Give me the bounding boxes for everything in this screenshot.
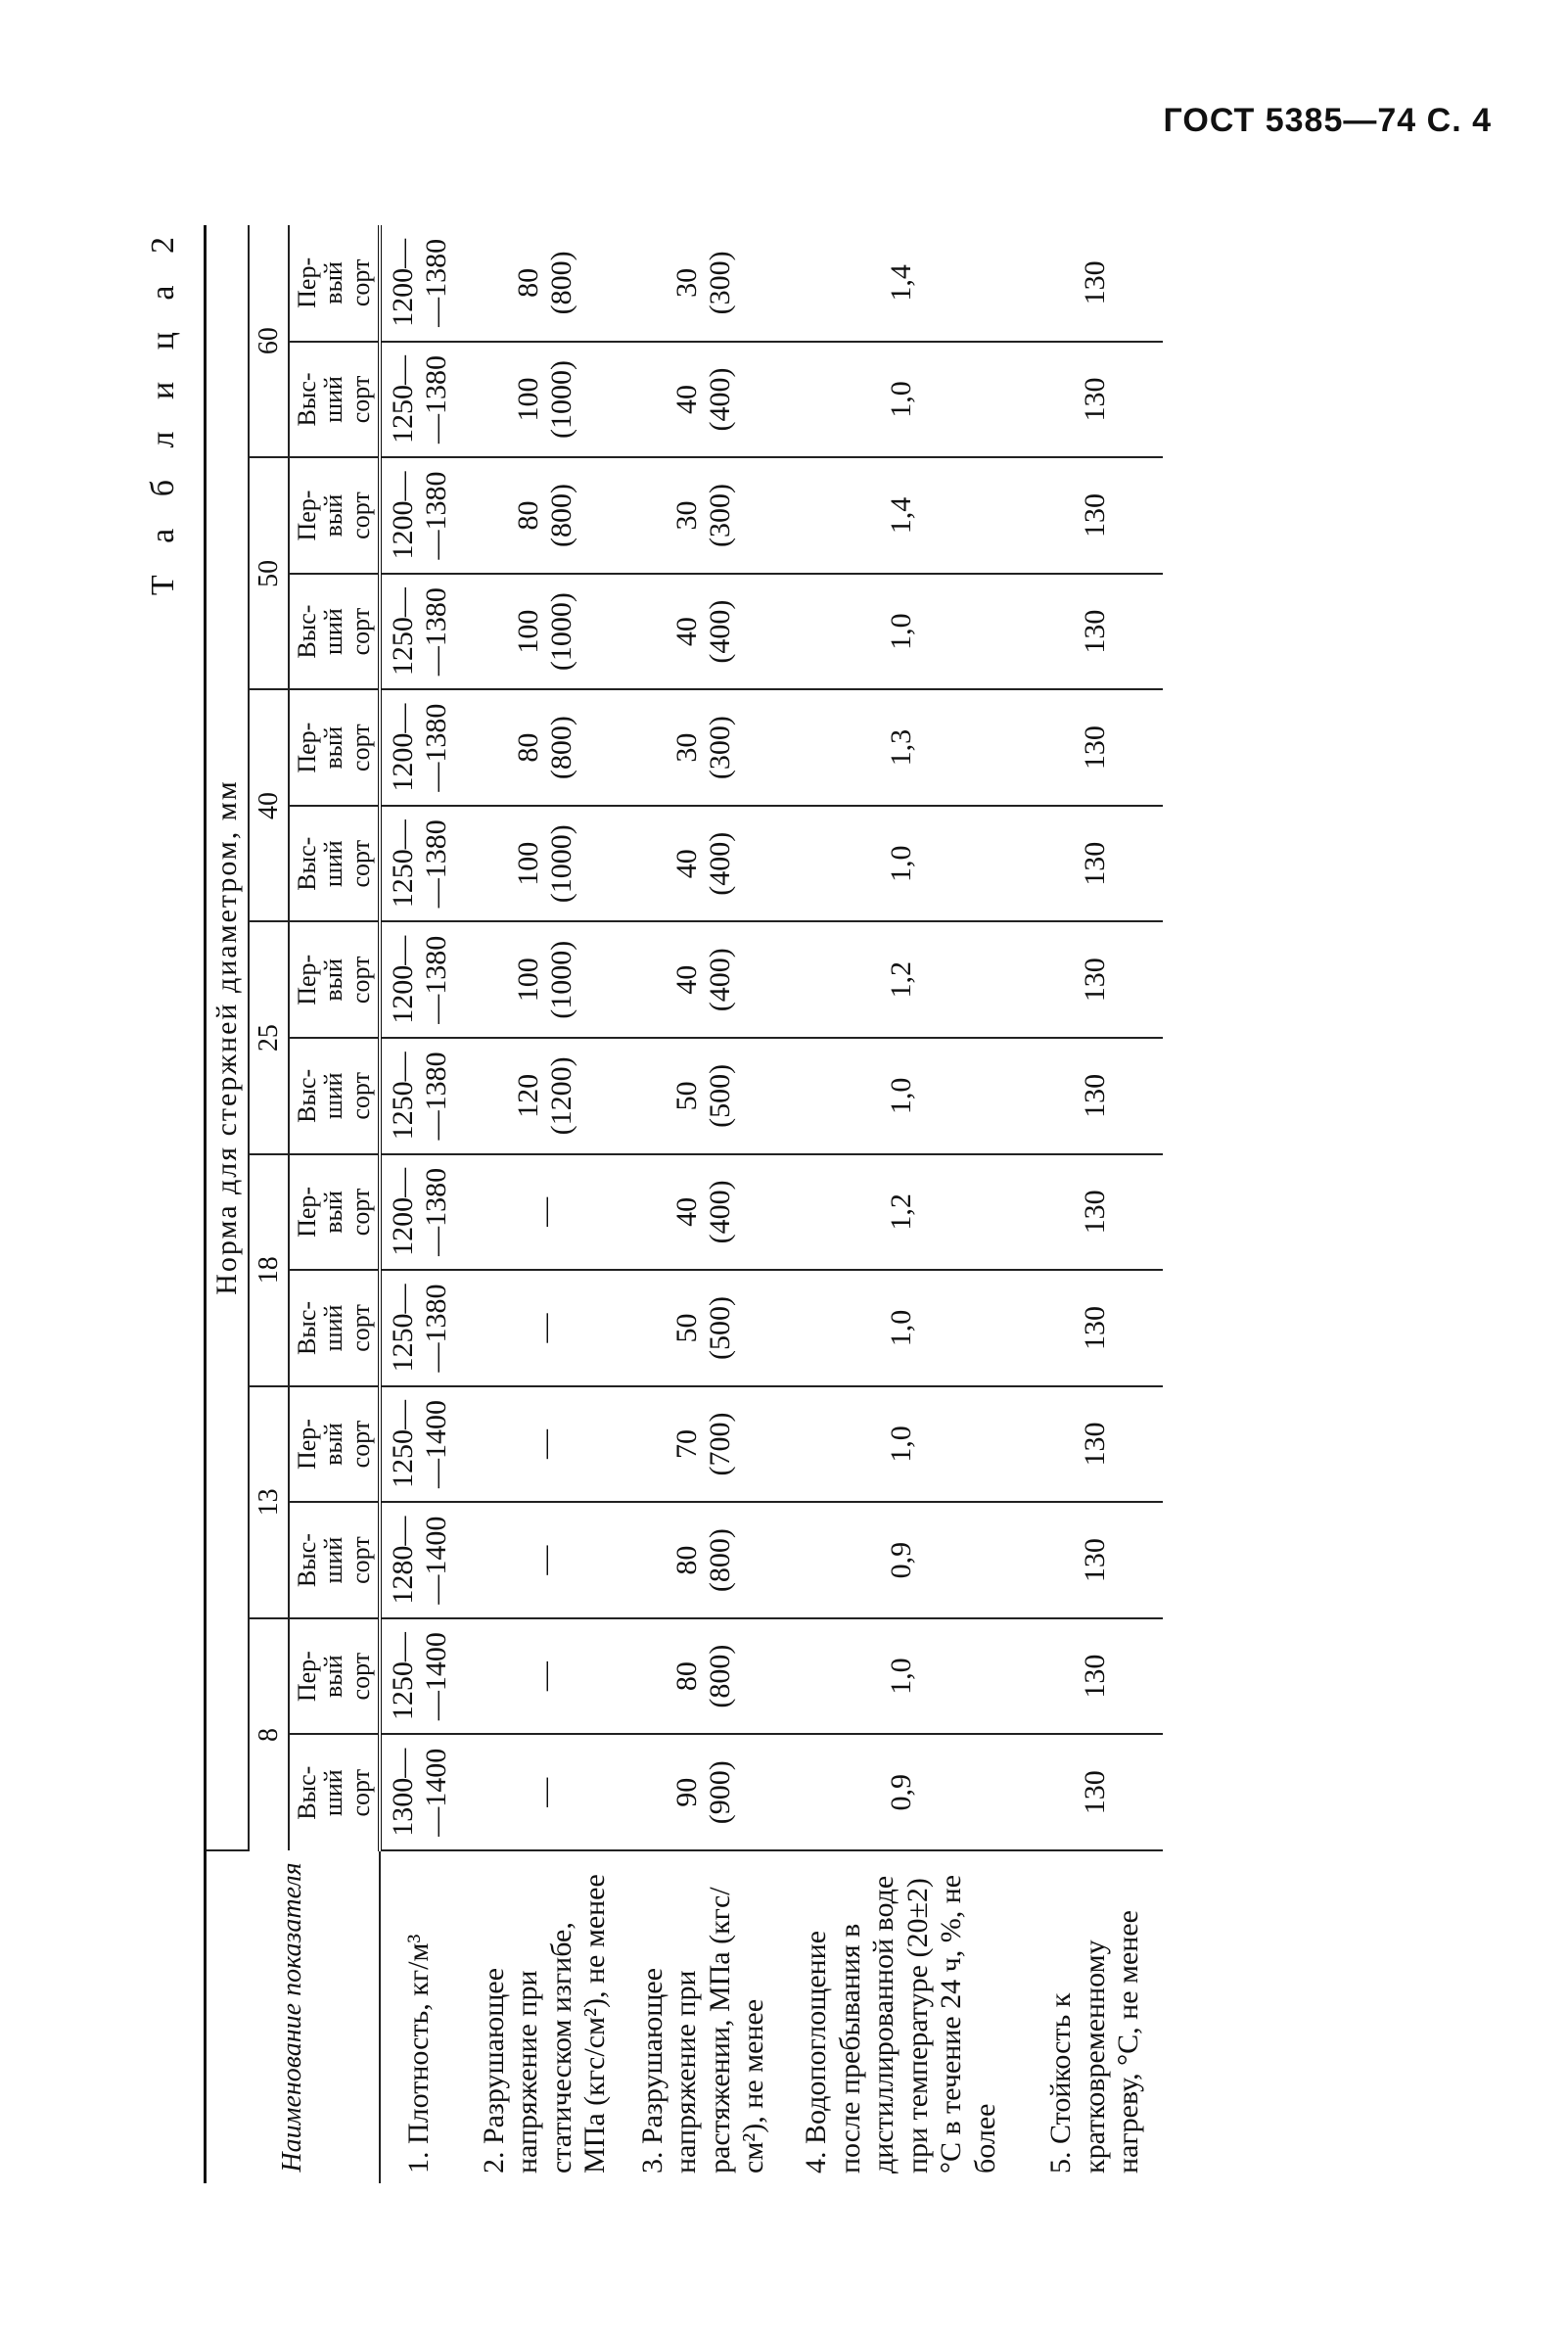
grade-first-header: Пер- вый сорт: [289, 922, 380, 1039]
norm-value-cell: —: [458, 1270, 632, 1386]
table-row: [458, 225, 632, 2183]
norm-value-cell: —: [458, 1734, 632, 1850]
grade-high-header: Выс- ший сорт: [289, 1734, 380, 1850]
norm-value-cell: 1,0: [775, 806, 1028, 922]
grade-high-header: Выс- ший сорт: [289, 1038, 380, 1154]
grade-high-header: Выс- ший сорт: [289, 1270, 380, 1386]
norm-value-cell: 1,4: [775, 225, 1028, 342]
table-body: [380, 225, 1163, 2183]
norm-value-cell: 1250— —1400: [380, 1386, 458, 1503]
norm-value-cell: 130: [1028, 922, 1163, 1039]
norm-value-cell: 100 (1000): [458, 922, 632, 1039]
indicator-name-cell: 2. Разрушающее напряжение при статическом изгибе, МПа (кгс/см²), не менее: [477, 1874, 612, 2173]
norm-value-cell: —: [458, 1618, 632, 1735]
norm-value-cell: 1250— —1400: [380, 1618, 458, 1735]
norm-value-cell: 1250— —1380: [380, 342, 458, 458]
norm-value-cell: 30 (300): [632, 457, 775, 574]
diameter-header: 40: [249, 689, 289, 921]
norm-value-cell: 1250— —1380: [380, 1038, 458, 1154]
rotated-table-block: [145, 225, 1319, 2183]
norm-value-cell: 1200— —1380: [380, 225, 458, 342]
norm-value-cell: 1250— —1380: [380, 574, 458, 690]
diameter-header: 25: [249, 922, 289, 1154]
grade-first-header: Пер- вый сорт: [289, 689, 380, 806]
norm-value-cell: 130: [1028, 1154, 1163, 1271]
norm-value-cell: 70 (700): [632, 1386, 775, 1503]
page-header: ГОСТ 5385—74 С. 4: [1163, 102, 1492, 139]
norm-value-cell: 120 (1200): [458, 1038, 632, 1154]
norm-value-cell: 130: [1028, 1502, 1163, 1618]
norm-value-cell: 1,2: [775, 922, 1028, 1039]
grade-first-header: Пер- вый сорт: [289, 1386, 380, 1503]
norm-value-cell: 130: [1028, 806, 1163, 922]
norm-value-cell: 130: [1028, 457, 1163, 574]
grade-first-header: Пер- вый сорт: [289, 1154, 380, 1271]
grade-high-header: Выс- ший сорт: [289, 574, 380, 690]
norm-value-cell: 1250— —1380: [380, 806, 458, 922]
norm-value-cell: 1,0: [775, 1038, 1028, 1154]
indicator-name-cell: 1. Плотность, кг/м³: [402, 1934, 436, 2173]
grade-high-header: Выс- ший сорт: [289, 342, 380, 458]
norm-value-cell: 50 (500): [632, 1270, 775, 1386]
norm-value-cell: —: [458, 1386, 632, 1503]
indicator-name-cell: 4. Водопоглощение после пребывания в дистиллированной воде при температуре (20±2)°С в течение 24 ч, %, не более: [800, 1874, 1001, 2173]
norm-value-cell: —: [458, 1154, 632, 1271]
diameter-header: 8: [249, 1618, 289, 1850]
table-row: [1028, 225, 1163, 2183]
norm-value-cell: 100 (1000): [458, 806, 632, 922]
norm-value-cell: 80 (800): [458, 225, 632, 342]
norm-value-cell: 80 (800): [632, 1618, 775, 1735]
norm-value-cell: —: [458, 1502, 632, 1618]
norm-value-cell: 0,9: [775, 1502, 1028, 1618]
norm-value-cell: 130: [1028, 574, 1163, 690]
norm-value-cell: 1200— —1380: [380, 1154, 458, 1271]
norm-value-cell: 90 (900): [632, 1734, 775, 1850]
norm-value-cell: 40 (400): [632, 922, 775, 1039]
grade-first-header: Пер- вый сорт: [289, 1618, 380, 1735]
name-column-header: Наименование показателя: [206, 1850, 380, 2183]
norm-value-cell: 130: [1028, 1734, 1163, 1850]
indicator-name-cell: 3. Разрушающее напряжение при растяжении, МПа (кгс/см²), не менее: [635, 1887, 770, 2173]
norm-value-cell: 80 (800): [458, 689, 632, 806]
norm-value-cell: 40 (400): [632, 342, 775, 458]
norm-value-cell: 130: [1028, 1270, 1163, 1386]
norm-value-cell: 130: [1028, 1618, 1163, 1735]
norm-group-header: Норма для стержней диаметром, мм: [206, 225, 249, 1850]
grade-first-header: Пер- вый сорт: [289, 457, 380, 574]
norm-value-cell: 100 (1000): [458, 574, 632, 690]
norm-value-cell: 50 (500): [632, 1038, 775, 1154]
norm-value-cell: 130: [1028, 342, 1163, 458]
norm-value-cell: 130: [1028, 225, 1163, 342]
grade-high-header: Выс- ший сорт: [289, 806, 380, 922]
norm-value-cell: 80 (800): [632, 1502, 775, 1618]
table-row: [380, 225, 458, 2183]
norm-value-cell: 1200— —1380: [380, 922, 458, 1039]
norm-value-cell: 30 (300): [632, 225, 775, 342]
norm-value-cell: 40 (400): [632, 806, 775, 922]
norm-value-cell: 1,0: [775, 1270, 1028, 1386]
diameter-header: 60: [249, 225, 289, 457]
norm-value-cell: 1,0: [775, 342, 1028, 458]
table-caption: Т а б л и ц а 2: [145, 225, 181, 596]
norm-value-cell: 100 (1000): [458, 342, 632, 458]
diameter-header: 50: [249, 457, 289, 689]
norm-value-cell: 1,0: [775, 1386, 1028, 1503]
norm-value-cell: 1,3: [775, 689, 1028, 806]
norm-value-cell: 1,2: [775, 1154, 1028, 1271]
norm-value-cell: 1,0: [775, 1618, 1028, 1735]
table-row: [775, 225, 1028, 2183]
norm-value-cell: 1200— —1380: [380, 689, 458, 806]
table-row: [632, 225, 775, 2183]
diameter-header: 18: [249, 1154, 289, 1386]
norm-value-cell: 130: [1028, 1386, 1163, 1503]
norm-value-cell: 40 (400): [632, 1154, 775, 1271]
diameter-header: 13: [249, 1386, 289, 1618]
norm-value-cell: 1300— —1400: [380, 1734, 458, 1850]
norm-value-cell: 80 (800): [458, 457, 632, 574]
norm-value-cell: 130: [1028, 689, 1163, 806]
norm-value-cell: 1,0: [775, 574, 1028, 690]
grade-first-header: Пер- вый сорт: [289, 225, 380, 342]
grade-high-header: Выс- ший сорт: [289, 1502, 380, 1618]
norm-value-cell: 1280— —1400: [380, 1502, 458, 1618]
norm-value-cell: 1250— —1380: [380, 1270, 458, 1386]
norm-table: [204, 225, 1163, 2183]
norm-value-cell: 130: [1028, 1038, 1163, 1154]
norm-value-cell: 40 (400): [632, 574, 775, 690]
indicator-name-cell: 5. Стойкость к кратковременному нагреву, °С, не менее: [1044, 1910, 1145, 2173]
norm-value-cell: 1,4: [775, 457, 1028, 574]
norm-value-cell: 0,9: [775, 1734, 1028, 1850]
norm-value-cell: 30 (300): [632, 689, 775, 806]
norm-value-cell: 1200— —1380: [380, 457, 458, 574]
